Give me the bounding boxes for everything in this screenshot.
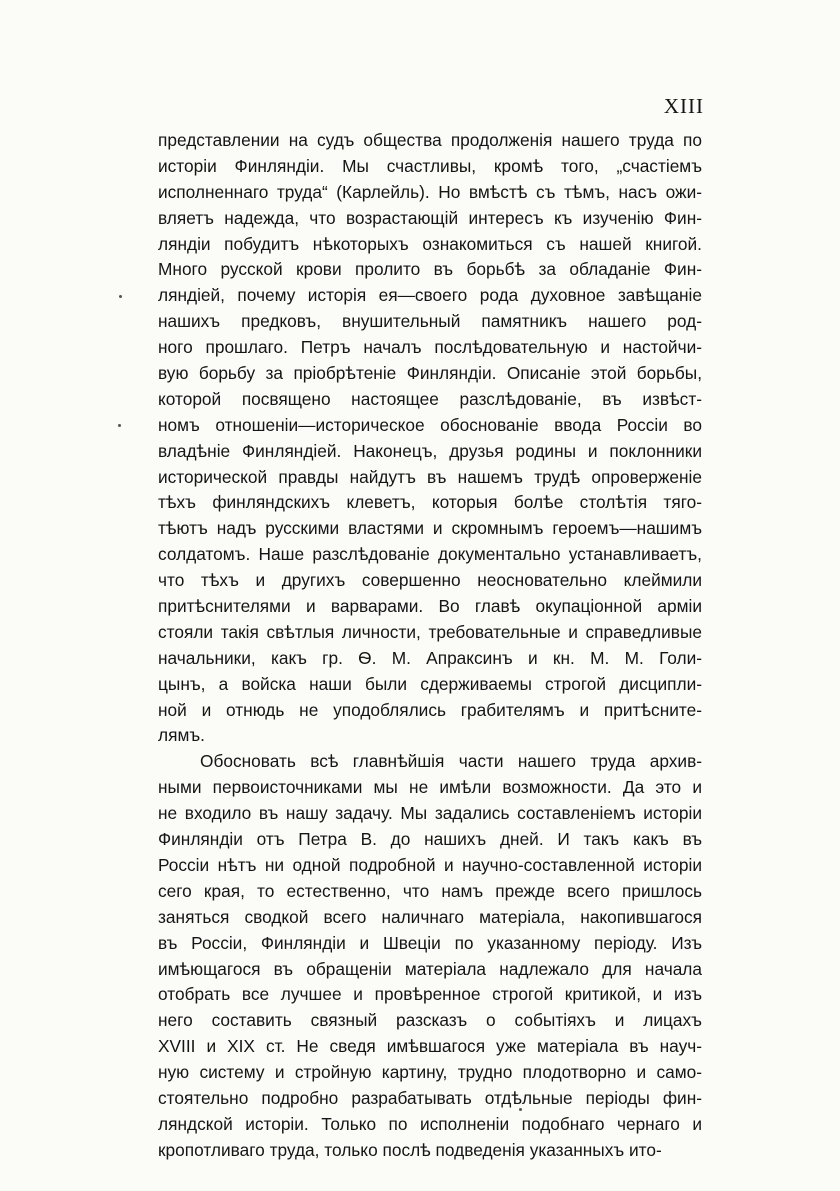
text-line: сего края, то естественно, что намъ прежде всего пришлось: [158, 880, 702, 901]
text-line: Много русской крови пролито въ борьбѣ за обладаніе Фин-: [158, 259, 702, 280]
text-line: представлении на судъ общества продолженія нашего труда по: [158, 130, 702, 150]
text-line: Обосновать всѣ главнѣйшія части нашего труда архив-: [200, 751, 702, 772]
text-line: солдатомъ. Наше разслѣдованіе документально устанавливаетъ,: [158, 544, 702, 565]
scan-speck: [519, 1108, 522, 1111]
text-line: номъ отношеніи—историческое обоснованіе ввода Россіи во: [158, 414, 702, 435]
text-line: владѣніе Финляндіей. Наконецъ, друзья родины и поклонники: [158, 440, 702, 461]
text-line: цынъ, а войска наши были сдерживаемы строгой дисципли-: [158, 673, 702, 694]
text-line: тѣхъ финляндскихъ клеветъ, которыя болѣе столѣтія тяго-: [158, 492, 702, 513]
text-line: стояли такія свѣтлыя личности, требовательные и справедливые: [158, 621, 702, 642]
text-line: кропотливаго труда, только послѣ подведенія указанныхъ ито-: [158, 1139, 662, 1160]
text-line: него составить связный разсказъ о событіяхъ и лицахъ: [158, 1010, 702, 1031]
text-line: имѣющагося въ обращеніи матеріала надлежало для начала: [158, 958, 702, 979]
text-line: Россіи нѣтъ ни одной подробной и научно-составленной исторіи: [158, 854, 702, 875]
text-line: ными первоисточниками мы не имѣли возможности. Да это и: [158, 777, 702, 798]
paragraph: [158, 128, 702, 749]
page-number: XIII: [663, 94, 704, 118]
text-line: въ Россіи, Финляндіи и Швеціи по указанному періоду. Изъ: [158, 932, 702, 953]
text-line: которой посвящено настоящее разслѣдованіе, въ извѣст-: [158, 388, 702, 409]
text-line: ляндской исторіи. Только по исполненіи подобнаго чернаго и: [158, 1113, 702, 1134]
text-line: вую борьбу за пріобрѣтеніе Финляндіи. Описаніе этой борьбы,: [158, 363, 702, 384]
text-line: лямъ.: [158, 725, 205, 746]
text-line: отобрать все лучшее и провѣренное строгой критикой, и изъ: [158, 984, 702, 1005]
text-line: стоятельно подробно разрабатывать отдѣльные періоды фин-: [158, 1087, 702, 1108]
scan-speck: [119, 295, 122, 298]
text-line: ляндіей, почему исторія ея—своего рода духовное завѣщаніе: [158, 285, 702, 306]
text-line: начальники, какъ гр. Ѳ. М. Апраксинъ и кн. М. М. Голи-: [158, 647, 702, 668]
text-line: исторіи Финляндіи. Мы счастливы, кромѣ того, „счастіемъ: [158, 155, 702, 176]
text-line: тѣютъ надъ русскими властями и скромнымъ героемъ—нашимъ: [158, 518, 702, 539]
scan-speck: [118, 424, 121, 427]
text-line: XVIII и XIX ст. Не сведя имѣвшагося уже матеріала въ науч-: [158, 1036, 702, 1057]
text-line: Финляндіи отъ Петра В. до нашихъ дней. И такъ какъ въ: [158, 829, 702, 850]
text-line: не входило въ нашу задачу. Мы задались составленіемъ исторіи: [158, 803, 702, 824]
text-line: ляндіи побудитъ нѣкоторыхъ ознакомиться съ нашей книгой.: [158, 233, 702, 254]
text-line: заняться сводкой всего наличнаго матеріала, накопившагося: [158, 906, 702, 927]
text-line: ной и отнюдь не уподоблялись грабителямъ и притѣсните-: [158, 699, 702, 720]
text-line: исторической правды найдутъ въ нашемъ трудѣ опроверженіе: [158, 466, 702, 487]
paragraph: [158, 749, 702, 1163]
text-line: ного прошлаго. Петръ началъ послѣдовательную и настойчи-: [158, 337, 702, 358]
text-line: притѣснителями и варварами. Во главѣ окупаціонной арміи: [158, 596, 702, 617]
body-text: [158, 128, 702, 1164]
text-line: исполненнаго труда“ (Карлейль). Но вмѣстѣ съ тѣмъ, насъ ожи-: [158, 181, 702, 202]
text-line: ную систему и стройную картину, трудно плодотворно и само-: [158, 1062, 702, 1083]
text-line: вляетъ надежда, что возрастающій интересъ къ изученію Фин-: [158, 207, 702, 228]
text-line: что тѣхъ и другихъ совершенно неосновательно клеймили: [158, 570, 702, 591]
text-line: нашихъ предковъ, внушительный памятникъ нашего род-: [158, 311, 702, 332]
